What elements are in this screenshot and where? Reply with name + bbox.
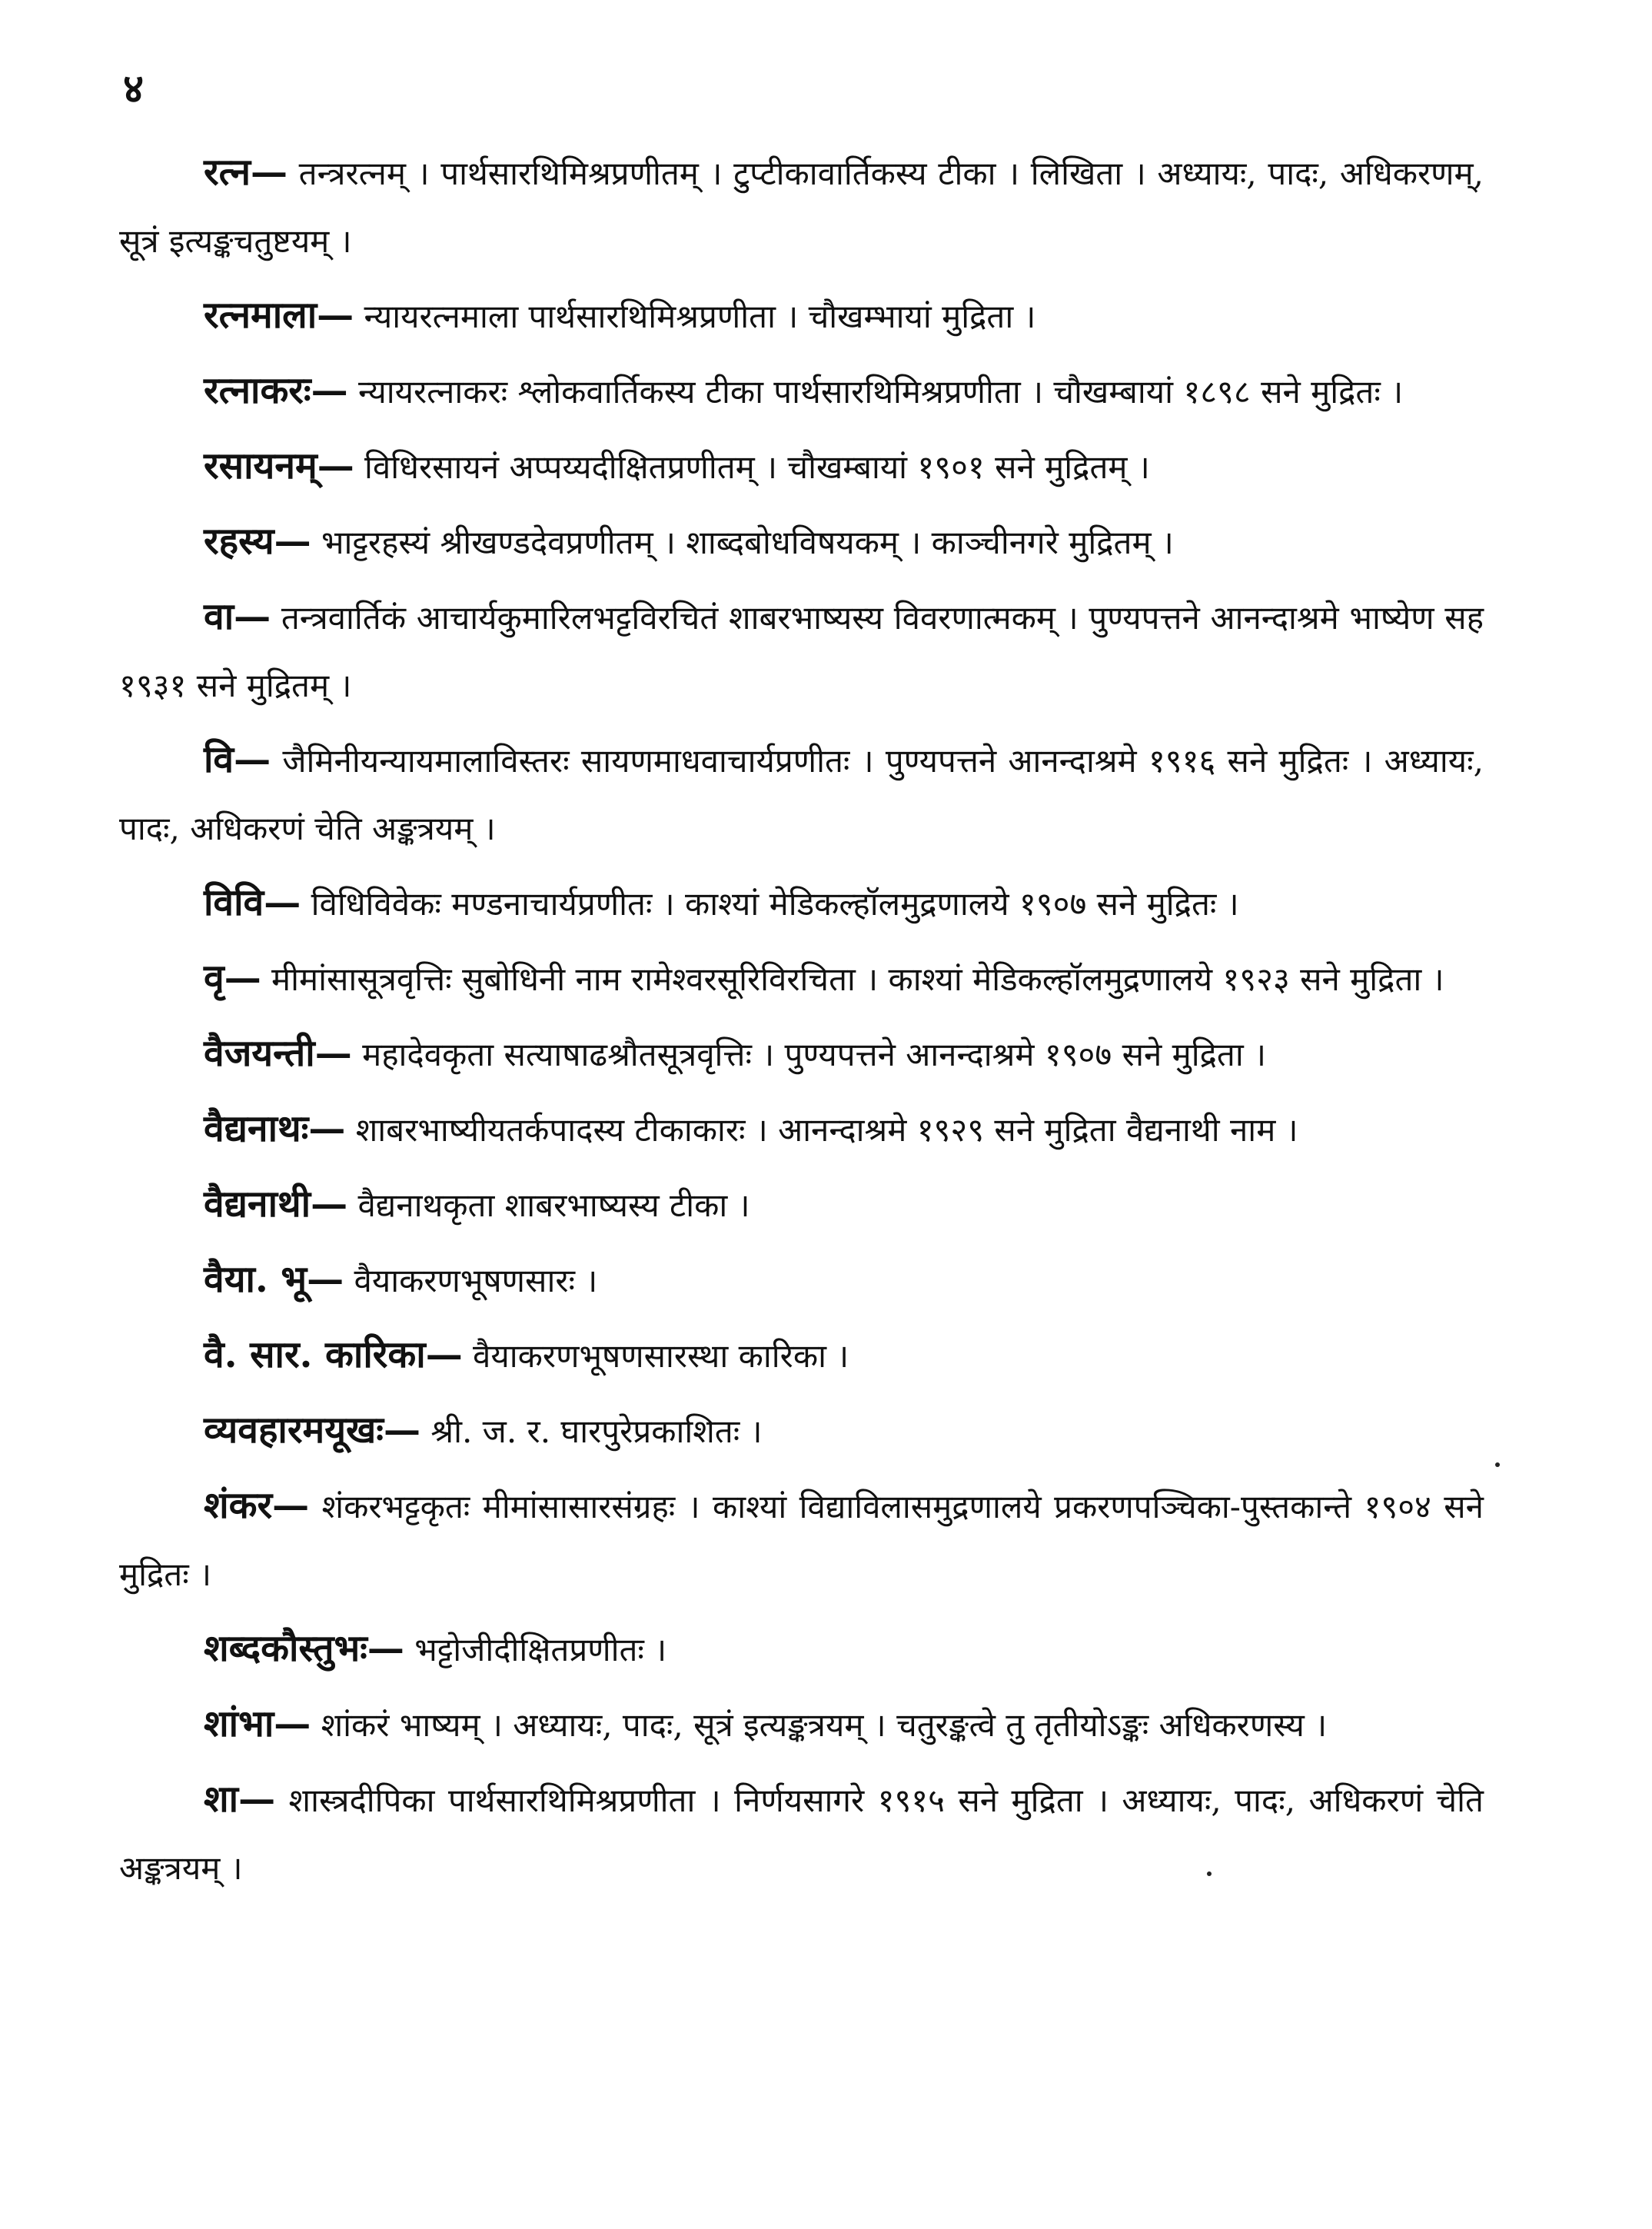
entry-description: शाबरभाष्यीयतर्कपादस्य टीकाकारः । आनन्दाश्रमे १९२९ सने मुद्रिता वैद्यनाथी नाम । [345,1111,1298,1149]
list-item [119,1321,1484,1390]
list-item [119,1472,1484,1609]
list-item [119,1095,1484,1164]
entry-term: व्यवहारमयूखः— [204,1409,421,1452]
entry-term: विवि— [204,881,301,924]
list-item [119,1170,1484,1239]
entry-description: वैद्यनाथकृता शाबरभाष्यस्य टीका । [347,1186,750,1224]
entry-description: जैमिनीयन्यायमालाविस्तरः सायणमाधवाचार्यप्रणीतः । पुण्यपत्तने आनन्दाश्रमे १९१६ सने मुद्रितः । अध्यायः, पादः, अधिकरणं चेति अङ्कत्रयम् । [119,742,1484,847]
entry-description: महादेवकृता सत्याषाढश्रौतसूत्रवृत्तिः । पुण्यपत्तने आनन्दाश्रमे १९०७ सने मुद्रिता । [351,1036,1267,1073]
entry-term: वै. सार. कारिका— [204,1333,463,1376]
entry-description: न्यायरत्नमाला पार्थसारथिमिश्रप्रणीता । चौखम्भायां मुद्रिता । [354,298,1036,335]
entry-term: वा— [204,595,271,638]
entry-term: वि— [204,738,271,781]
list-item [119,1396,1484,1465]
entry-term: वैया. भू— [204,1258,344,1301]
entry-description: मीमांसासूत्रवृत्तिः सुबोधिनी नाम रामेश्वरसूरिविरचिता । काश्यां मेडिकल्हॉलमुद्रणालये १९२३ सने मुद्रिता । [261,960,1444,998]
entry-description: तन्त्रवार्तिकं आचार्यकुमारिलभट्टविरचितं शाबरभाष्यस्य विवरणात्मकम् । पुण्यपत्तने आनन्दाश्रमे भाष्येण सह १९३१ सने मुद्रितम् । [119,599,1484,704]
list-item [119,726,1484,863]
entry-description: शांकरं भाष्यम् । अध्यायः, पादः, सूत्रं इत्यङ्कत्रयम् । चतुरङ्कत्वे तु तृतीयोऽङ्कः अधिकरणस्य । [311,1706,1328,1744]
list-item [119,583,1484,720]
list-item [119,944,1484,1013]
entry-term: रहस्य— [204,520,311,563]
entry-description: विधिविवेकः मण्डनाचार्यप्रणीतः । काश्यां मेडिकल्हॉलमुद्रणालये १९०७ सने मुद्रितः । [301,885,1239,923]
entry-term: वैद्यनाथी— [204,1183,348,1226]
entry-description: श्री. ज. र. घारपुरेप्रकाशितः । [420,1412,763,1450]
entry-description: न्यायरत्नाकरः श्लोकवार्तिकस्य टीका पार्थसारथिमिश्रप्रणीता । चौखम्बायां १८९८ सने मुद्रितः । [347,373,1404,411]
entry-term: वृ— [204,956,261,1000]
list-item [119,1246,1484,1315]
entry-term: वैजयन्ती— [204,1032,352,1075]
entry-term: रत्न— [204,151,288,194]
entry-description: वैयाकरणभूषणसारः । [344,1262,598,1299]
entry-term: रसायनम्— [204,444,354,487]
list-item [119,869,1484,938]
list-item [119,1765,1484,1902]
entry-term: शांभा— [204,1702,311,1745]
list-item [119,281,1484,351]
entry-description: शंकरभट्टकृतः मीमांसासारसंग्रहः । काश्यां विद्याविलासमुद्रणालये प्रकरणपञ्चिका-पुस्तकान्ते १९०४ सने मुद्रितः । [119,1488,1484,1593]
entry-term: शा— [204,1778,276,1821]
entry-term: शब्दकौस्तुभः— [204,1627,404,1670]
page-number: ४ [123,65,145,112]
list-item [119,432,1484,501]
entry-description: भट्टोजीदीक्षितप्रणीतः । [404,1631,667,1668]
entry-term: रत्नमाला— [204,294,354,337]
entry-term: वैद्यनाथः— [204,1107,346,1150]
entry-description: शास्त्रदीपिका पार्थसारथिमिश्रप्रणीता । निर्णयसागरे १९१५ सने मुद्रिता । अध्यायः, पादः, अधिकरणं चेति अङ्कत्रयम् । [119,1782,1484,1887]
entry-description: वैयाकरणभूषणसारस्था कारिका । [462,1337,849,1375]
list-item [119,1690,1484,1759]
list-item [119,1020,1484,1089]
entry-description: भाट्टरहस्यं श्रीखण्डदेवप्रणीतम् । शाब्दबोधविषयकम् । काञ्चीनगरे मुद्रितम् । [311,524,1174,561]
entry-description: तन्त्ररत्नम् । पार्थसारथिमिश्रप्रणीतम् । टुप्टीकावार्तिकस्य टीका । लिखिता । अध्यायः, पादः, अधिकरणम्, सूत्रं इत्यङ्कचतुष्टयम् । [119,155,1484,260]
entry-description: विधिरसायनं अप्पय्यदीक्षितप्रणीतम् । चौखम्बायां १९०१ सने मुद्रितम् । [354,448,1150,486]
entry-term: शंकर— [204,1484,310,1527]
list-item [119,357,1484,426]
abbreviation-list [119,138,1484,1908]
entry-term: रत्नाकरः— [204,369,348,412]
scan-speck [1207,1871,1212,1876]
list-item [119,1615,1484,1684]
scan-speck [1495,1462,1500,1467]
list-item [119,138,1484,275]
list-item [119,507,1484,577]
